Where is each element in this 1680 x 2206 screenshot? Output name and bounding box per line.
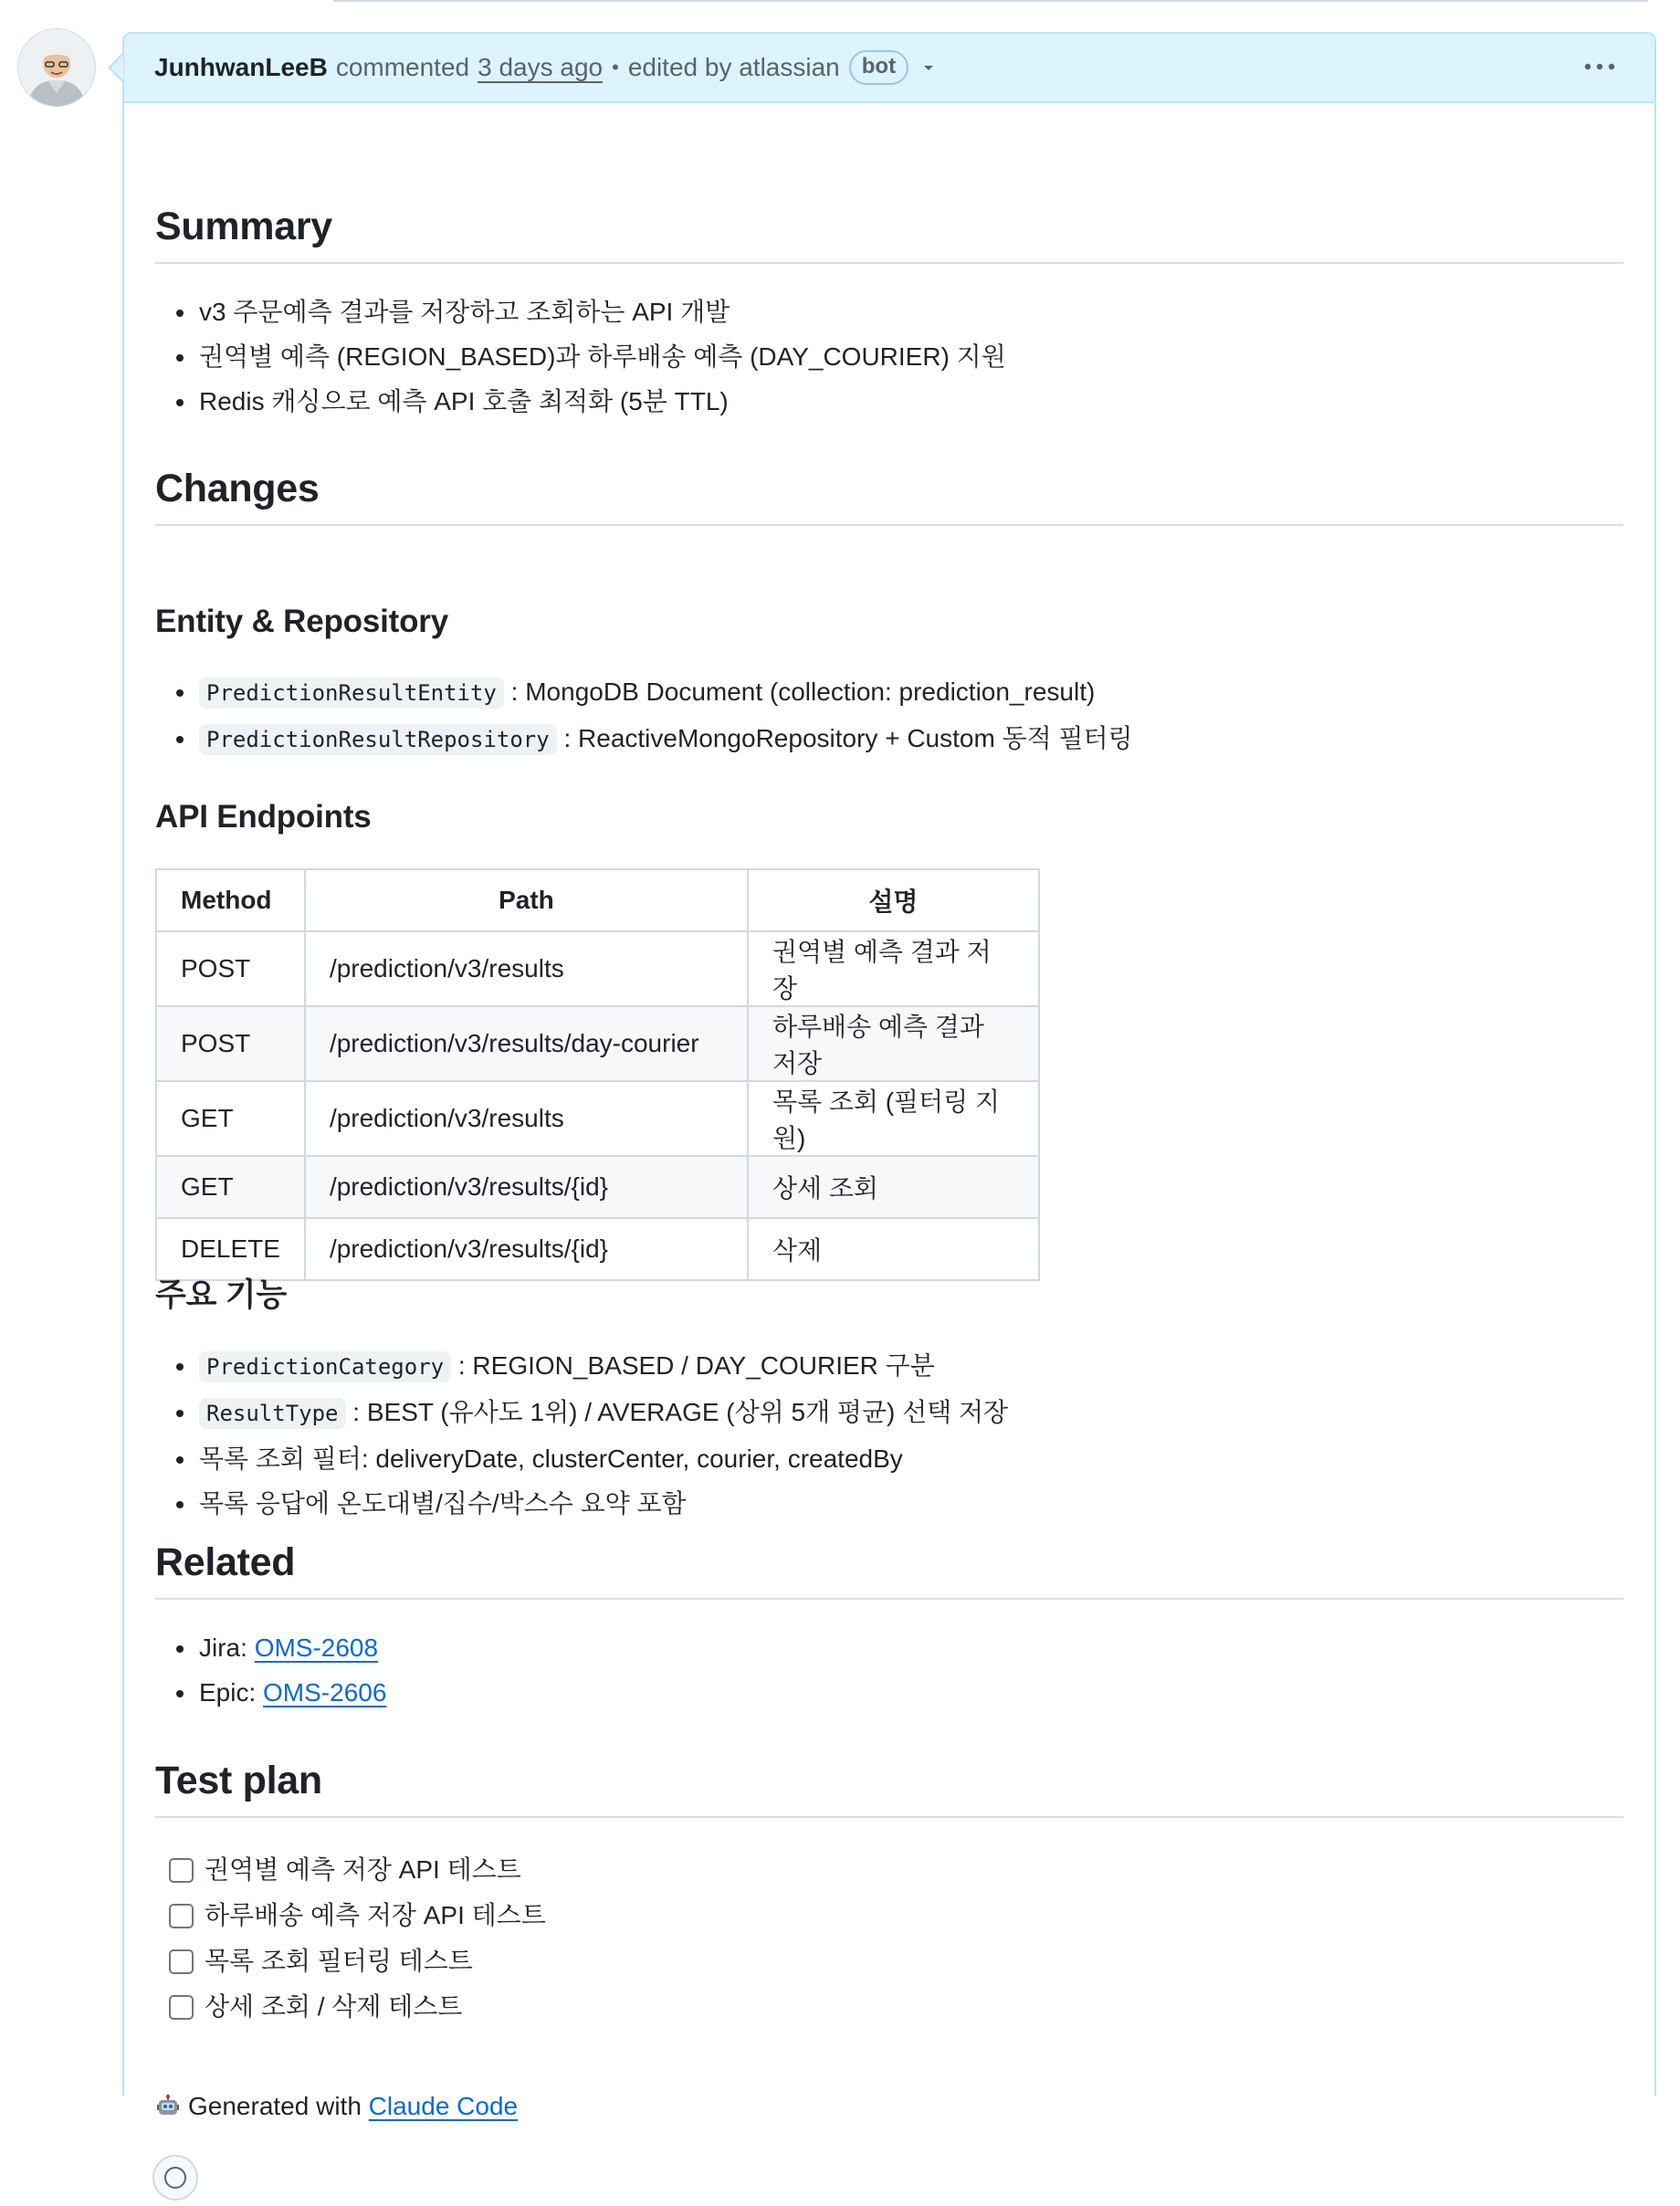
entity-section [155,604,1623,762]
table-cell: /prediction/v3/results/{id} [305,1156,748,1218]
list-item-text: : REGION_BASED / DAY_COURIER 구분 [457,1351,935,1380]
triangle-down-icon[interactable] [921,60,936,75]
changes-section [155,467,1623,526]
api-section [155,799,1623,1281]
task-item [155,1938,1623,1984]
header-separator: • [612,56,619,79]
list-item [155,1670,1623,1715]
table-row [156,931,1039,1006]
table-cell: /prediction/v3/results [305,1081,748,1156]
smiley-icon[interactable] [152,2154,199,2206]
generated-text: Generated with [188,2092,369,2120]
table-cell: 하루배송 예측 결과 저장 [748,1006,1039,1081]
author-name[interactable]: JunhwanLeeB [154,53,328,81]
table-cell: 목록 조회 (필터링 지원) [748,1081,1039,1156]
pr-description-comment [122,32,1656,2120]
summary-section [155,205,1623,424]
table-cell: DELETE [156,1218,305,1280]
task-checkbox[interactable] [169,1858,194,1883]
column-header-method: Method [156,869,305,931]
edited-by-label[interactable]: edited by atlassian [627,53,840,81]
table-cell: /prediction/v3/results/day-courier [305,1006,748,1081]
inline-code: PredictionResultEntity [199,678,504,709]
features-list [155,1343,1623,1526]
task-checkbox[interactable] [169,1949,194,1974]
related-section [155,1540,1623,1715]
generated-with-line [155,2092,1623,2121]
list-item-text: : MongoDB Document (collection: prediction_result) [510,678,1096,706]
task-checkbox[interactable] [169,1904,194,1928]
task-item [155,1893,1623,1938]
list-item [155,716,1623,762]
task-item [155,1847,1623,1893]
inline-code: PredictionCategory [199,1351,451,1382]
comment-caret-fill [110,55,123,80]
summary-list [155,289,1623,424]
comment-timestamp[interactable]: 3 days ago [478,53,604,81]
table-cell: 삭제 [748,1218,1039,1280]
reaction-button[interactable] [152,2154,1623,2206]
inline-code: ResultType [199,1398,346,1429]
jira-link[interactable]: OMS-2608 [254,1633,379,1662]
entity-heading: Entity & Repository [155,604,448,639]
list-item: 권역별 예측 (REGION_BASED)과 하루배송 예측 (DAY_COURIER) 지원 [155,334,1623,379]
comment-action: commented [335,53,470,81]
column-header-description: 설명 [748,869,1039,931]
related-label: Epic: [199,1678,264,1707]
table-row [156,1156,1039,1218]
table-cell: GET [156,1156,305,1218]
table-header-row [156,869,1039,931]
entity-list [155,669,1623,762]
related-label: Jira: [199,1633,255,1662]
task-list [155,1847,1623,2030]
list-item: v3 주문예측 결과를 저장하고 조회하는 API 개발 [155,289,1623,334]
task-checkbox[interactable] [169,1995,194,2020]
epic-link[interactable]: OMS-2606 [263,1678,387,1707]
list-item [155,1390,1623,1436]
task-label: 하루배송 예측 저장 API 테스트 [205,1901,546,1929]
test-plan-heading: Test plan [155,1759,1623,1818]
table-cell: /prediction/v3/results/{id} [305,1218,748,1280]
table-cell: POST [156,931,305,1006]
author-avatar[interactable] [18,29,95,106]
list-item: 목록 응답에 온도대별/집수/박스수 요약 포함 [155,1481,1623,1526]
table-cell: 상세 조회 [748,1156,1039,1218]
comment-header [124,34,1654,103]
bot-badge: bot [849,50,908,85]
list-item-text: : ReactiveMongoRepository + Custom 동적 필터링 [563,724,1133,752]
task-label: 목록 조회 필터링 테스트 [205,1947,473,1975]
task-item [155,1984,1623,2030]
features-heading: 주요 기능 [155,1277,287,1313]
robot-icon [155,2094,181,2119]
list-item: 목록 조회 필터: deliveryDate, clusterCenter, courier, createdBy [155,1436,1623,1481]
kebab-horizontal-icon[interactable] [1583,54,1616,86]
list-item [155,1343,1623,1390]
table-row [156,1006,1039,1081]
task-label: 상세 조회 / 삭제 테스트 [205,1992,463,2021]
inline-code: PredictionResultRepository [199,724,557,755]
list-item-text: : BEST (유사도 1위) / AVERAGE (상위 5개 평균) 선택 저장 [352,1398,1009,1426]
table-cell: POST [156,1006,305,1081]
related-heading: Related [155,1540,1623,1600]
table-cell: 권역별 예측 결과 저장 [748,931,1039,1006]
column-header-path: Path [305,869,748,931]
claude-code-link[interactable]: Claude Code [368,2092,519,2120]
list-item [155,1625,1623,1670]
summary-heading: Summary [155,205,1623,264]
changes-heading: Changes [155,467,1623,526]
list-item: Redis 캐싱으로 예측 API 호출 최적화 (5분 TTL) [155,379,1623,424]
related-list [155,1625,1623,1715]
test-plan-section [155,1759,1623,2030]
features-section [155,1270,1623,1526]
table-row [156,1081,1039,1156]
table-cell: /prediction/v3/results [305,931,748,1006]
task-label: 권역별 예측 저장 API 테스트 [205,1855,521,1884]
api-endpoints-table [155,868,1040,1281]
list-item [155,669,1623,716]
table-cell: GET [156,1081,305,1156]
timeline-top-rule [333,0,1648,2]
api-heading: API Endpoints [155,799,372,835]
